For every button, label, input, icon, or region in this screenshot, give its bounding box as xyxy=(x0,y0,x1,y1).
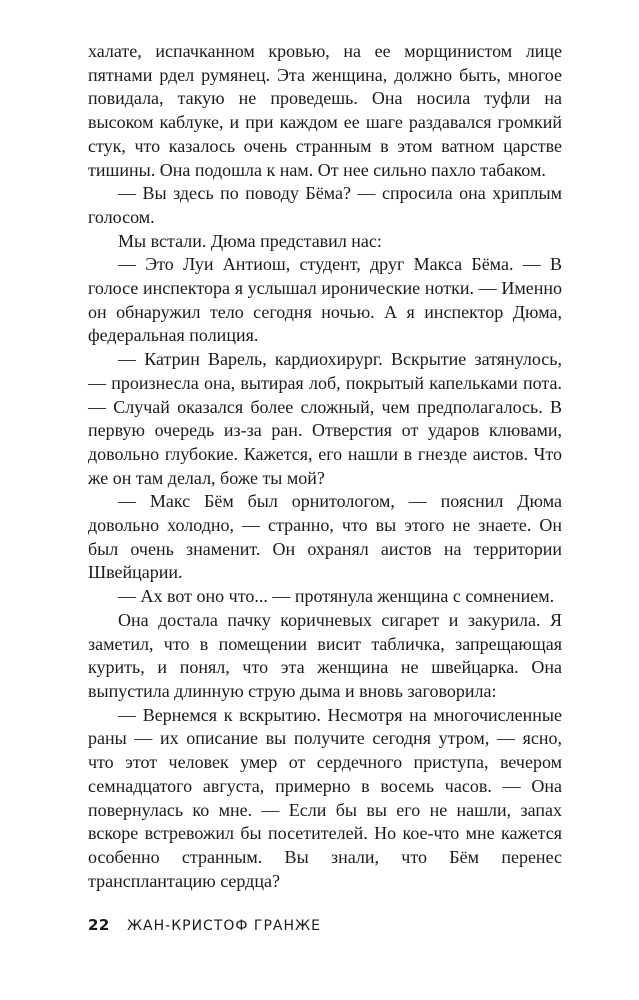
paragraph: — Это Луи Антиош, студент, друг Макса Бёма. — В голосе инспектора я услышал иронические нотки. — Именно он обнаружил тело сегодня ночью. А я инспектор Дюма, федеральная полиция. xyxy=(88,254,562,346)
paragraph: — Ах вот оно что... — протянула женщина с сомнением. xyxy=(118,586,555,607)
paragraph: Она достала пачку коричневых сигарет и закурила. Я заметил, что в помещении висит табличка, запрещающая курить, и понял, что эта женщина не швейцарка. Она выпустила длинную струю дыма и вновь заговорила: xyxy=(88,609,562,701)
paragraph: — Вернемся к вскрытию. Несмотря на многочисленные раны — их описание вы получите сегодня утром, — ясно, что этот человек умер от сердечного приступа, вечером семнадцатого августа, примерно в восемь часов. — Она повернулась ко мне. — Если бы вы его не нашли, запах вскоре встревожил бы посетителей. Но кое-что мне кажется особенно странным. Вы знали, что Бём перенес трансплантацию сердца? xyxy=(88,704,562,891)
running-title: ЖАН-КРИСТОФ ГРАНЖЕ xyxy=(126,918,321,934)
paragraph: — Катрин Варель, кардиохирург. Вскрытие затянулось, — произнесла она, вытирая лоб, покрытый капельками пота. — Случай оказался более сложный, чем предполагалось. В первую очередь из-за ран. Отверстия от ударов клювами, довольно глубокие. Кажется, его нашли в гнезде аистов. Что же он там делал, боже ты мой? xyxy=(88,349,562,488)
body-text xyxy=(88,40,562,893)
paragraph: Мы встали. Дюма представил нас: xyxy=(118,230,382,251)
paragraph: — Вы здесь по поводу Бёма? — спросила она хриплым голосом. xyxy=(88,183,562,227)
page-number: 22 xyxy=(88,916,110,934)
paragraph: — Макс Бём был орнитологом, — пояснил Дюма довольно холодно, — странно, что вы этого не знаете. Он был очень знаменит. Он охранял аистов на территории Швейцарии. xyxy=(88,491,562,583)
page-footer xyxy=(88,915,321,934)
paragraph: халате, испачканном кровью, на ее морщинистом лице пятнами рдел румянец. Эта женщина, должно быть, многое повидала, такую не проведешь. Она носила туфли на высоком каблуке, и при каждом ее шаге раздавался громкий стук, что казалось очень странным в этом ватном царстве тишины. Она подошла к нам. От нее сильно пахло табаком. xyxy=(88,41,562,180)
